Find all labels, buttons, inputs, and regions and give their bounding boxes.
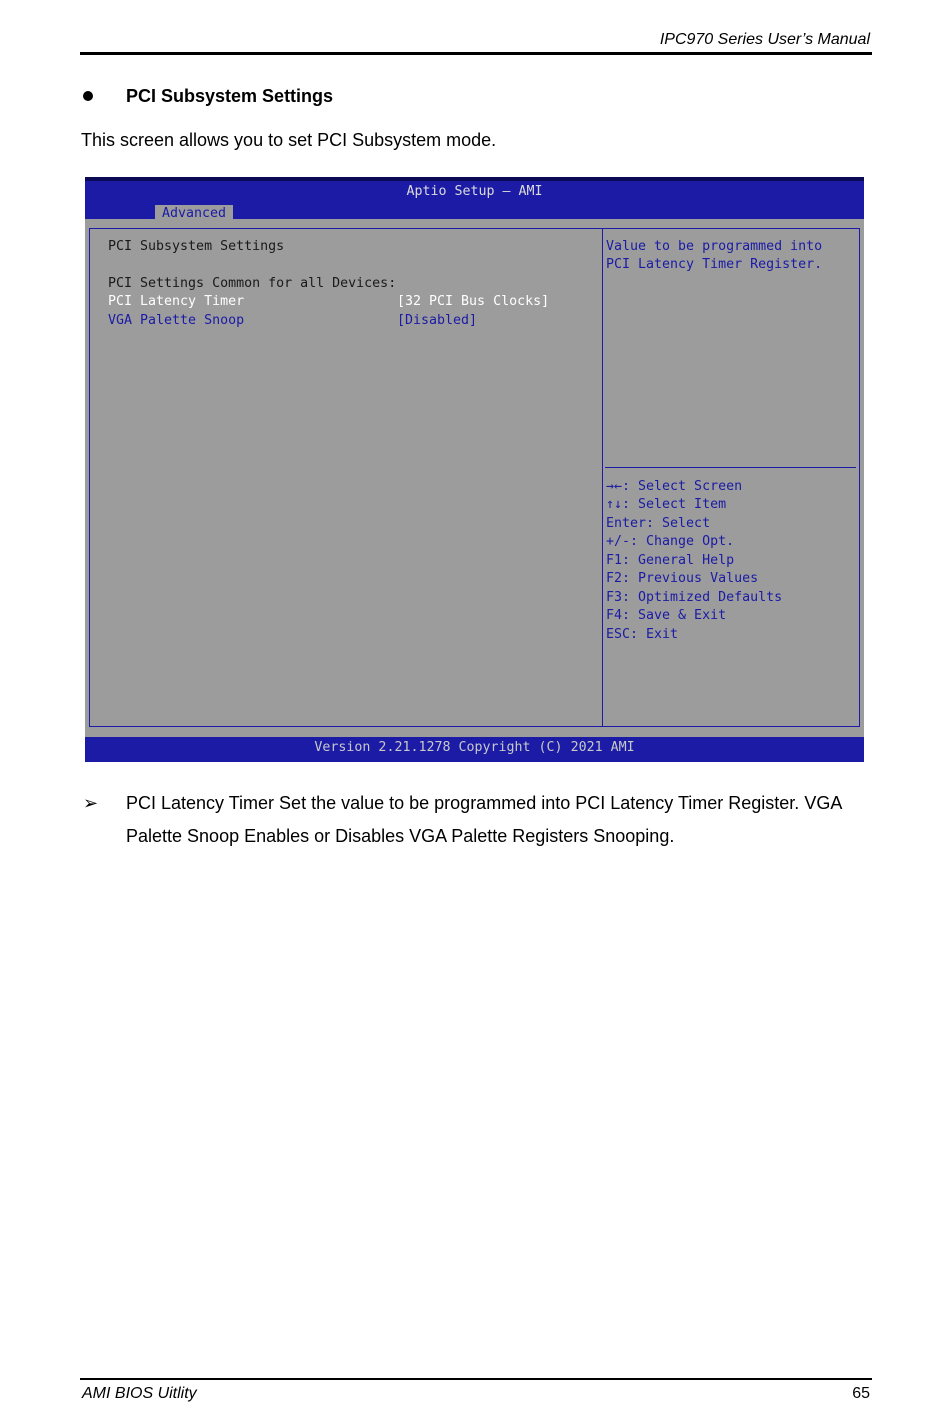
page-footer — [80, 1378, 872, 1410]
option-pci-latency-timer-value[interactable]: [32 PCI Bus Clocks] — [397, 294, 550, 309]
bios-screenshot — [85, 177, 864, 762]
option-description-text: PCI Latency Timer Set the value to be programmed into PCI Latency Timer Register. VGA Palette Snoop Enables or Disables VGA Palette Registers Snooping. — [126, 793, 842, 846]
bullet-dot-icon — [83, 91, 93, 101]
bios-app-title: Aptio Setup – AMI — [406, 184, 543, 199]
manual-title: IPC970 Series User’s Manual — [659, 31, 870, 48]
help-line: PCI Latency Timer Register. — [606, 257, 823, 272]
key-hint: ESC: Exit — [606, 627, 679, 642]
key-hint: +/-: Change Opt. — [606, 534, 735, 549]
page-header — [80, 30, 872, 55]
bios-vertical-divider — [602, 228, 603, 727]
option-pci-latency-timer[interactable]: PCI Latency Timer — [108, 294, 245, 309]
key-hint: F3: Optimized Defaults — [606, 590, 783, 605]
bios-version-bar: Version 2.21.1278 Copyright (C) 2021 AMI — [85, 737, 864, 762]
bios-page-title: PCI Subsystem Settings — [108, 239, 285, 254]
option-vga-palette-snoop[interactable]: VGA Palette Snoop — [108, 313, 245, 328]
key-hint: F2: Previous Values — [606, 571, 759, 586]
bios-top-bar — [85, 177, 864, 219]
arrowhead-bullet-icon: ➢ — [83, 793, 99, 813]
page-number: 65 — [852, 1385, 870, 1402]
key-hint: ↑↓: Select Item — [606, 497, 727, 512]
option-vga-palette-snoop-value[interactable]: [Disabled] — [397, 313, 478, 328]
section-heading-text: PCI Subsystem Settings — [126, 86, 334, 106]
help-line: Value to be programmed into — [606, 239, 823, 254]
bios-group-label: PCI Settings Common for all Devices: — [108, 276, 397, 291]
intro-paragraph: This screen allows you to set PCI Subsystem mode. — [81, 130, 497, 150]
key-hint: →←: Select Screen — [606, 479, 743, 494]
key-hint: F4: Save & Exit — [606, 608, 727, 623]
bios-help-divider — [605, 467, 856, 468]
tab-advanced[interactable]: Advanced — [155, 205, 233, 223]
key-hint: F1: General Help — [606, 553, 735, 568]
key-hint: Enter: Select — [606, 516, 711, 531]
chapter-name: AMI BIOS Uitlity — [82, 1385, 197, 1402]
